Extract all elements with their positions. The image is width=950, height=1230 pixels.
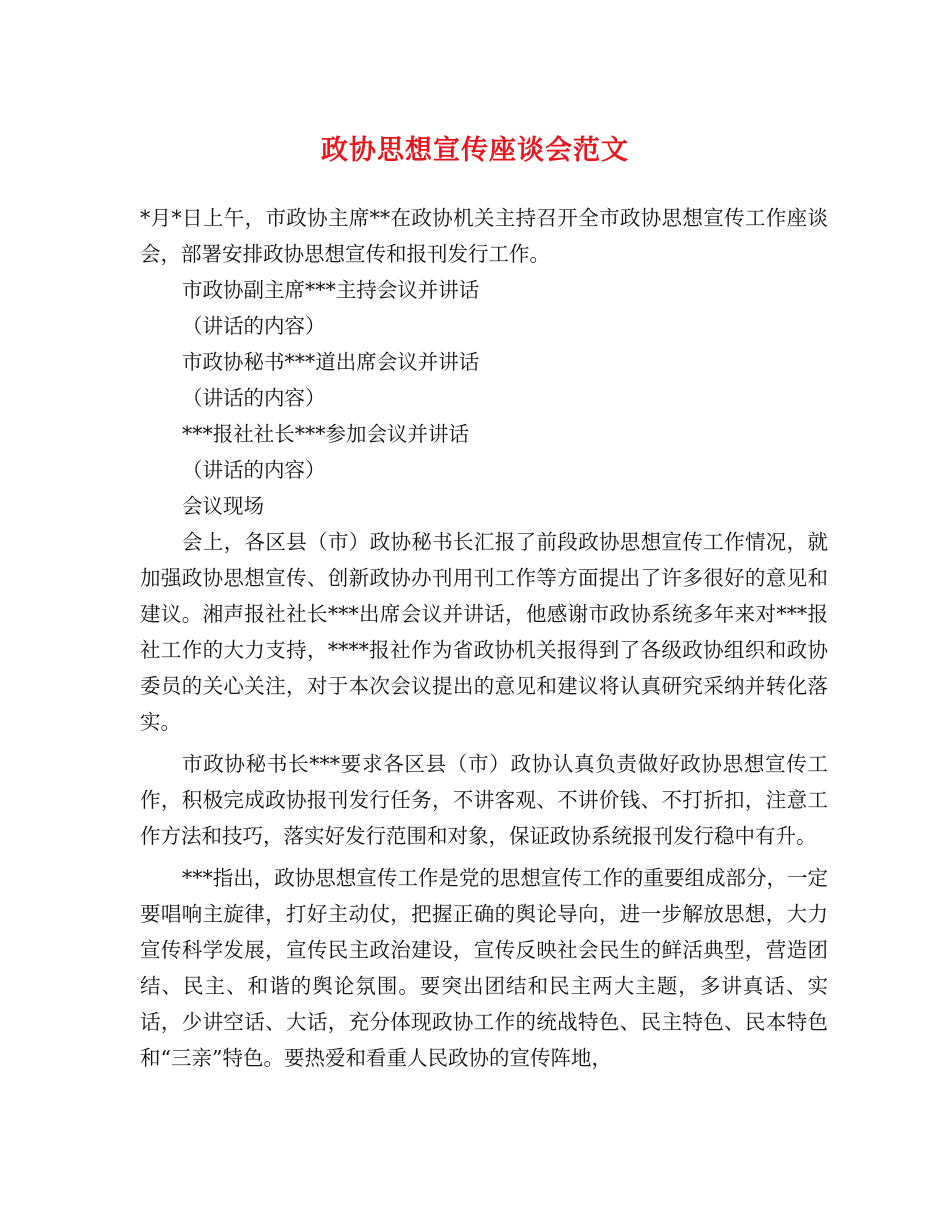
paragraph-opening: *月*日上午，市政协主席**在政协机关主持召开全市政协思想宣传工作座谈会，部署安排政协思想宣传和报刊发行工作。	[140, 206, 828, 266]
paragraph-speech-content-2: （讲话的内容）	[182, 386, 326, 410]
paragraph-secretary-requirements: 市政协秘书长***要求各区县（市）政协认真负责做好政协思想宣传工作，积极完成政协报刊发行任务，不讲客观、不讲价钱、不打折扣，注意工作方法和技巧，落实好发行范围和对象，保证政协系统报刊发行稳中有升。	[140, 752, 828, 848]
paragraph-key-points: ***指出，政协思想宣传工作是党的思想宣传工作的重要组成部分，一定要唱响主旋律，打好主动仗，把握正确的舆论导向，进一步解放思想，大力宣传科学发展，宣传民主政治建设，宣传反映社会民生的鲜活典型，营造团结、民主、和谐的舆论氛围。要突出团结和民主两大主题，多讲真话、实话，少讲空话、大话，充分体现政协工作的统战特色、民主特色、民本特色和“三亲”特色。要热爱和看重人民政协的宣传阵地，	[140, 866, 828, 1070]
paragraph-meeting-scene: 会议现场	[182, 494, 264, 518]
document-body	[140, 200, 828, 1076]
paragraph-secretary-speech: 市政协秘书***道出席会议并讲话	[182, 350, 480, 374]
paragraph-speech-content-1: （讲话的内容）	[182, 314, 326, 338]
paragraph-meeting-report: 会上，各区县（市）政协秘书长汇报了前段政协思想宣传工作情况，就加强政协思想宣传、创新政协办刊用刊工作等方面提出了许多很好的意见和建议。湘声报社社长***出席会议并讲话，他感谢市政协系统多年来对***报社工作的大力支持，****报社作为省政协机关报得到了各级政协组织和政协委员的关心关注，对于本次会议提出的意见和建议将认真研究采纳并转化落实。	[140, 530, 828, 734]
paragraph-newspaper-head-speech: ***报社社长***参加会议并讲话	[182, 422, 469, 446]
document-title: 政协思想宣传座谈会范文	[321, 135, 629, 166]
paragraph-vice-chair-speech: 市政协副主席***主持会议并讲话	[182, 278, 480, 302]
paragraph-speech-content-3: （讲话的内容）	[182, 458, 326, 482]
